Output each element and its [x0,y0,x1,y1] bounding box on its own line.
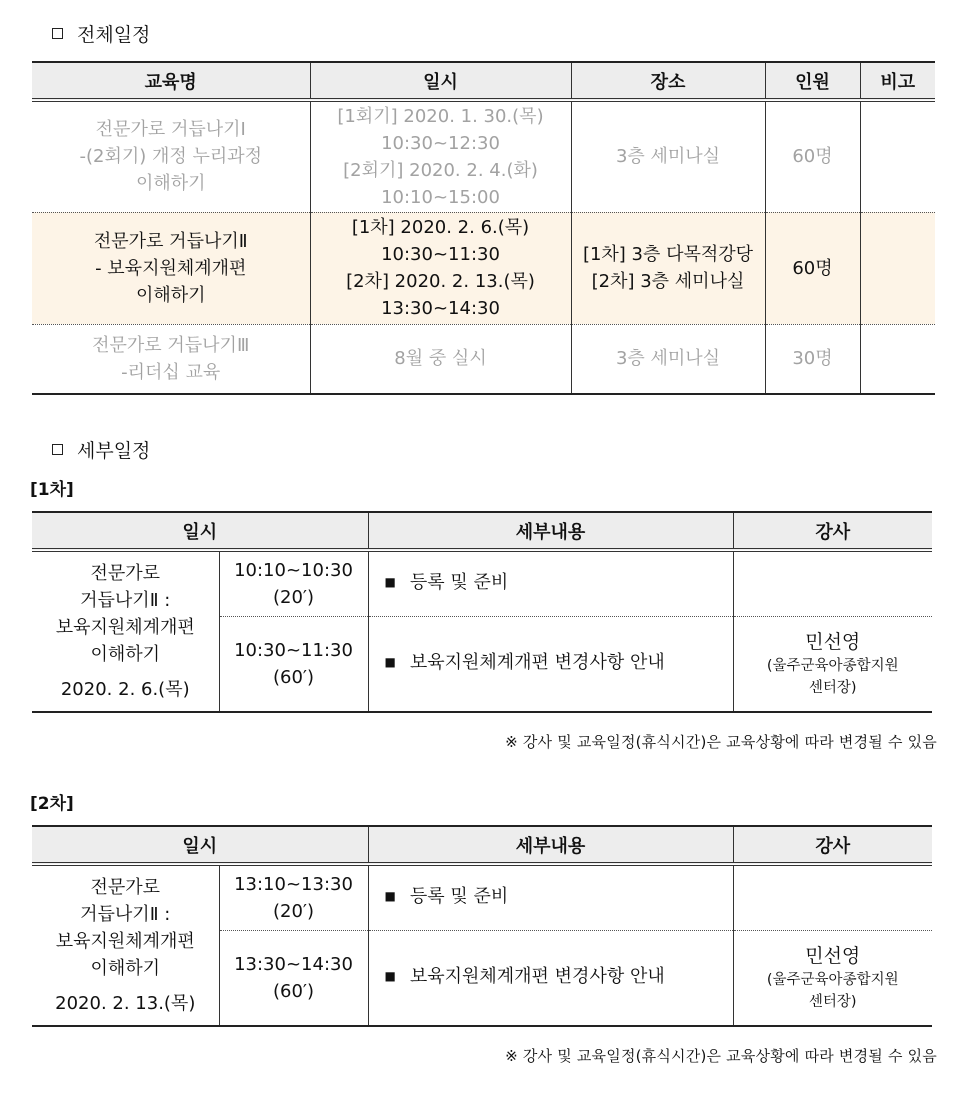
course-datetime: [1차] 2020. 2. 6.(목) 10:30~11:30 [2차] 2020. 2. 13.(목) 13:30~14:30 [310,212,571,324]
course-note [860,324,935,394]
header-datetime: 일시 [310,62,571,100]
square-bullet-icon: ■ [384,655,396,670]
table-row [32,100,935,212]
item-lecturer: 민선영 (울주군육아종합지원 센터장) [733,930,932,1026]
header-content: 세부내용 [368,826,733,864]
table-header-row [32,512,932,550]
session-2-label: [2차] [30,794,74,814]
square-bullet-icon: ■ [384,969,396,984]
item-time: 13:10~13:30 (20′) [219,864,368,930]
table-row [32,550,932,616]
header-datetime: 일시 [32,826,368,864]
schedule-change-note: ※ 강사 및 교육일정(휴식시간)은 교육상황에 따라 변경될 수 있음 [505,733,937,751]
course-name: 전문가로 거듭나기Ⅱ - 보육지원체계개편 이해하기 [32,212,310,324]
session-1-table [32,511,932,713]
course-place: 3층 세미나실 [571,100,765,212]
header-people: 인원 [765,62,860,100]
course-name: 전문가로 거듭나기Ⅲ -리더십 교육 [92,334,250,383]
course-datetime: 8월 중 실시 [310,324,571,394]
overview-table [32,61,935,395]
item-content: ■ 등록 및 준비 [368,864,733,930]
session-date: 2020. 2. 6.(목) [60,679,190,700]
table-row [32,864,932,930]
item-content: ■ 보육지원체계개편 변경사항 안내 [368,930,733,1026]
session-course: 전문가로 거듭나기Ⅱ : 보육지원체계개편 이해하기 2020. 2. 6.(목) [32,550,219,712]
square-bullet-icon: ■ [384,575,396,590]
course-place: 3층 세미나실 [571,324,765,394]
item-time: 10:30~11:30 (60′) [219,616,368,712]
item-time: 10:10~10:30 (20′) [219,550,368,616]
header-place: 장소 [571,62,765,100]
item-time: 13:30~14:30 (60′) [219,930,368,1026]
course-people: 60명 [765,100,860,212]
course-note [860,100,935,212]
table-row-highlighted [32,212,935,324]
course-place: [1차] 3층 다목적강당 [2차] 3층 세미나실 [571,212,765,324]
course-name: 전문가로 거듭나기Ⅰ -(2회기) 개정 누리과정 이해하기 [32,100,310,212]
table-header-row [32,62,935,100]
session-1-label: [1차] [30,480,74,500]
header-note: 비고 [860,62,935,100]
item-content: ■ 보육지원체계개편 변경사항 안내 [368,616,733,712]
header-datetime: 일시 [32,512,368,550]
session-date: 2020. 2. 13.(목) [55,993,196,1014]
table-header-row [32,826,932,864]
checkbox-square-icon [52,28,63,39]
item-lecturer [733,864,932,930]
overview-heading: 전체일정 [52,20,150,47]
schedule-change-note: ※ 강사 및 교육일정(휴식시간)은 교육상황에 따라 변경될 수 있음 [505,1047,937,1065]
table-row [32,324,935,394]
header-lecturer: 강사 [733,826,932,864]
header-course: 교육명 [32,62,310,100]
session-course: 전문가로 거듭나기Ⅱ : 보육지원체계개편 이해하기 2020. 2. 13.(목) [32,864,219,1026]
item-lecturer: 민선영 (울주군육아종합지원 센터장) [733,616,932,712]
detail-heading: 세부일정 [52,436,150,463]
course-datetime: [1회기] 2020. 1. 30.(목) 10:30~12:30 [2회기] 2020. 2. 4.(화) 10:10~15:00 [310,100,571,212]
item-lecturer [733,550,932,616]
course-people: 30명 [765,324,860,394]
header-lecturer: 강사 [733,512,932,550]
course-note [860,212,935,324]
square-bullet-icon: ■ [384,889,396,904]
item-content: ■ 등록 및 준비 [368,550,733,616]
session-2-table [32,825,932,1027]
header-content: 세부내용 [368,512,733,550]
checkbox-square-icon [52,444,63,455]
course-people: 60명 [765,212,860,324]
